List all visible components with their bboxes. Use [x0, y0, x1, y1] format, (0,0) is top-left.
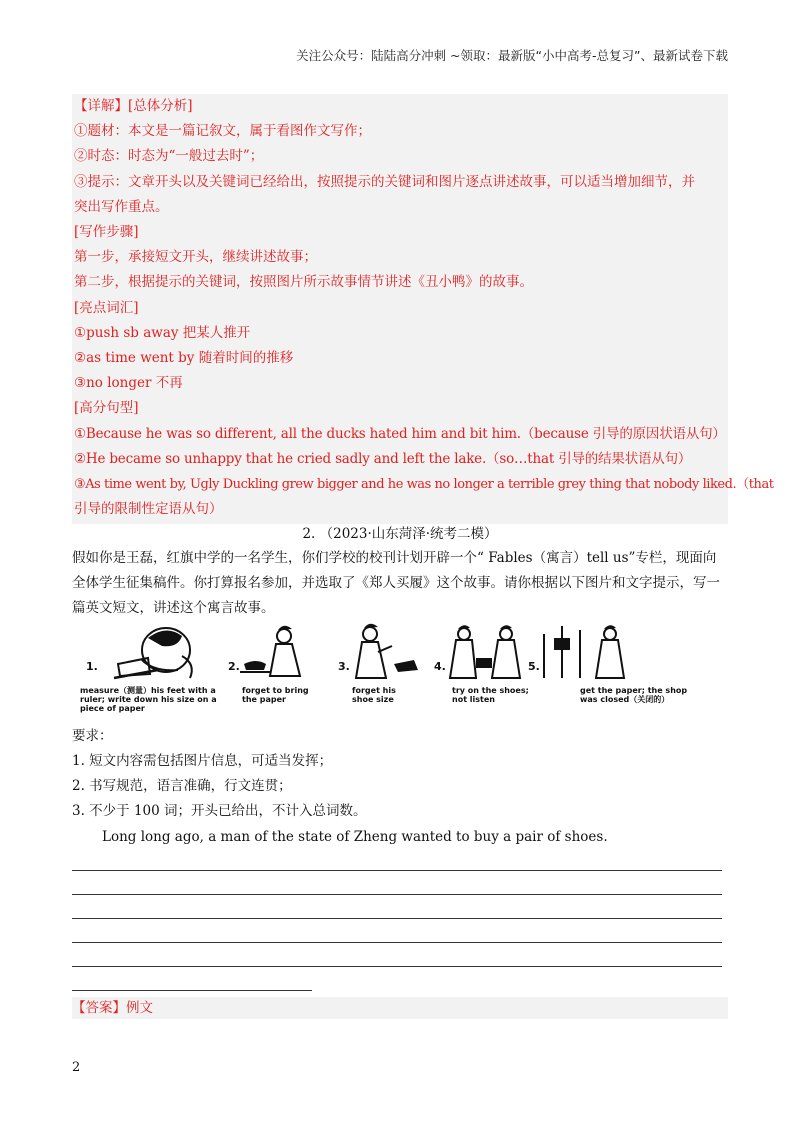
analysis-line: ③no longer 不再	[74, 375, 183, 392]
start-sentence: Long long ago, a man of the state of Zheng wanted to buy a pair of shoes.	[102, 829, 608, 845]
analysis-block	[72, 94, 774, 524]
man-thinking-drawing	[336, 620, 436, 684]
requirements-heading: 要求：	[72, 728, 113, 744]
illustration-panel-2	[226, 620, 326, 720]
analysis-line: 第一步，承接短文开头，继续讲述故事；	[74, 249, 317, 266]
man-walking-drawing	[226, 620, 326, 684]
analysis-line: ③As time went by, Ugly Duckling grew bigger and he was no longer a terrible grey thing that nobody liked.（that	[74, 477, 774, 493]
requirement-item: 3. 不少于 100 词；开头已给出，不计入总词数。	[72, 803, 367, 819]
panel-number: 4.	[434, 660, 446, 673]
panel-number: 3.	[338, 660, 350, 673]
panel-number: 1.	[86, 660, 98, 673]
requirements	[72, 724, 728, 824]
illustration-panel-5	[524, 620, 688, 720]
panel-caption: measure（测量）his feet with a ruler; write down his size on a piece of paper	[80, 686, 217, 713]
panel-caption: forget to bring the paper	[242, 686, 309, 704]
writing-line[interactable]	[72, 894, 722, 895]
illustration-panel-3	[336, 620, 436, 720]
analysis-line: 突出写作重点。	[74, 198, 169, 215]
panel-caption: forget his shoe size	[352, 686, 396, 704]
question-title: 2. （2023·山东菏泽·统考二模）	[302, 526, 498, 542]
writing-line[interactable]	[72, 990, 312, 991]
writing-line[interactable]	[72, 942, 722, 943]
panel-caption: try on the shoes; not listen	[452, 686, 529, 704]
analysis-line: ①Because he was so different, all the ducks hated him and bit him.（because 引导的原因状语从句）	[74, 425, 726, 442]
panel-caption: get the paper; the shop was closed（关闭的）	[580, 686, 688, 704]
analysis-line: ②时态：时态为“一般过去时”；	[74, 148, 264, 165]
question-text: 假如你是王磊，红旗中学的一名学生，你们学校的校刊计划开辟一个“ Fables（寓言）tell us”专栏，现面向全体学生征集稿件。你打算报名参加，并选取了《郑人买履》这个故事。请你根据以下图片和文字提示，写一篇英文短文，讲述这个寓言故事。	[72, 550, 720, 616]
analysis-line: ③提示：文章开头以及关键词已经给出，按照提示的关键词和图片逐点讲述故事，可以适当增加细节，并	[74, 173, 695, 190]
writing-line[interactable]	[72, 918, 722, 919]
analysis-line: [高分句型]	[74, 400, 139, 417]
analysis-line: ①题材：本文是一篇记叙文，属于看图作文写作；	[74, 123, 371, 140]
writing-line[interactable]	[72, 870, 722, 871]
man-measuring-feet-drawing	[78, 620, 218, 684]
requirement-item: 1. 短文内容需包括图片信息，可适当发挥；	[72, 753, 333, 769]
analysis-line: [写作步骤]	[74, 224, 139, 241]
analysis-line: 引导的限制性定语从句）	[74, 501, 223, 518]
requirement-item: 2. 书写规范，语言准确，行文连贯；	[72, 778, 292, 794]
analysis-line: ①push sb away 把某人推开	[74, 324, 251, 341]
analysis-line: 【详解】[总体分析]	[74, 98, 193, 114]
illustration-panel-1	[78, 620, 218, 720]
page-number: 2	[72, 1060, 81, 1075]
analysis-line: 第二步，根据提示的关键词，按照图片所示故事情节讲述《丑小鸭》的故事。	[74, 274, 533, 291]
story-illustration	[78, 620, 688, 720]
analysis-line: [亮点词汇]	[74, 299, 139, 316]
writing-line[interactable]	[72, 966, 722, 967]
analysis-line: ②as time went by 随着时间的推移	[74, 350, 294, 367]
panel-number: 2.	[228, 660, 240, 673]
panel-number: 5.	[528, 660, 540, 673]
answer-label: 【答案】例文	[72, 997, 728, 1019]
analysis-line: ②He became so unhappy that he cried sadly and left the lake.（so…that 引导的结果状语从句）	[74, 450, 692, 467]
page-header: 关注公众号：陆陆高分冲刺 ~领取：最新版“小中高考-总复习”、最新试卷下载	[296, 48, 728, 63]
closed-shop-drawing	[524, 620, 654, 684]
